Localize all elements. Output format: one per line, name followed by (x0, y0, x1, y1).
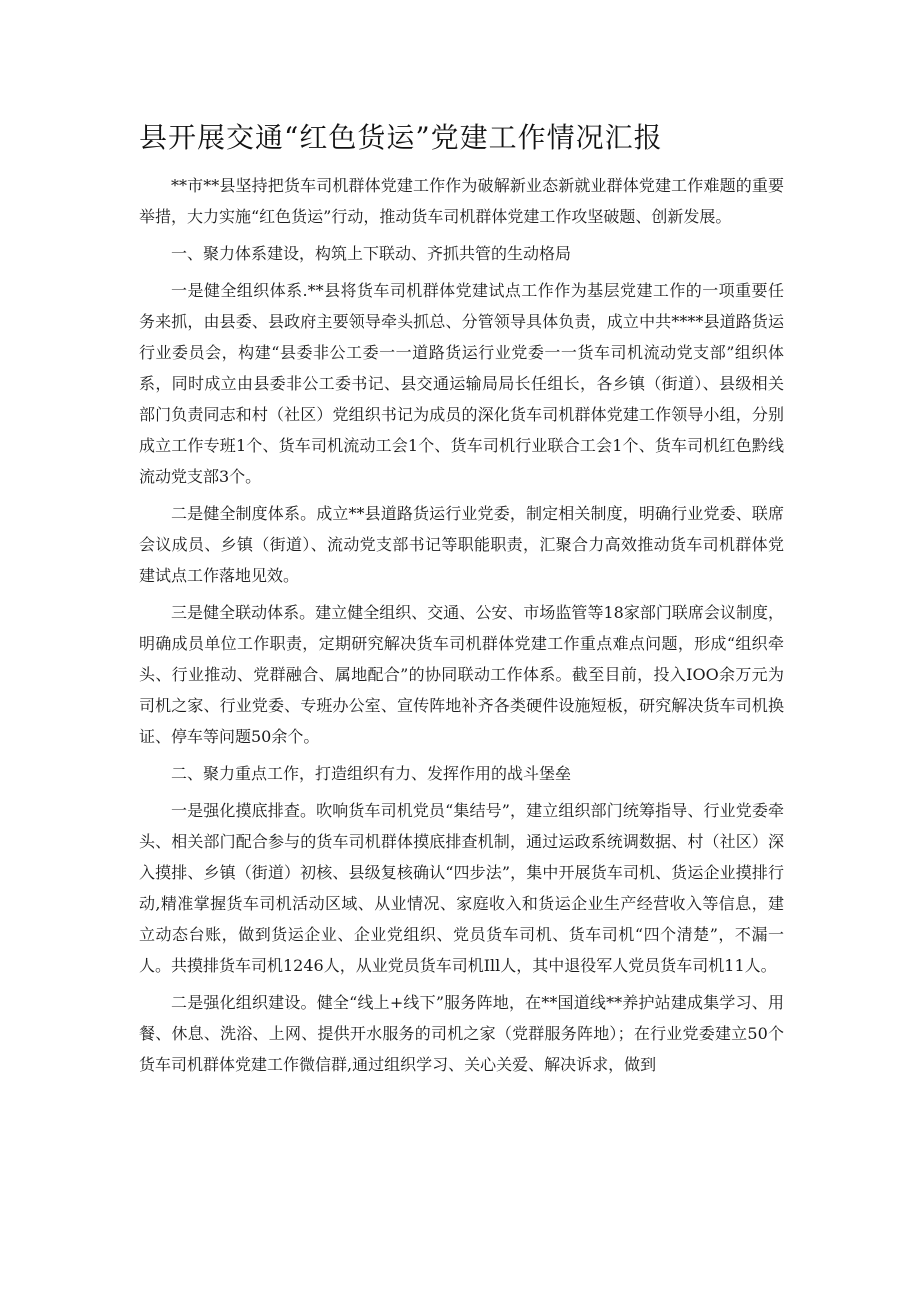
document-body (139, 170, 784, 1086)
section-heading-2: 二、聚力重点工作，打造组织有力、发挥作用的战斗堡垒 (171, 764, 572, 783)
paragraph-organization-system: 一是健全组织体系.**县将货车司机群体党建试点工作作为基层党建工作的一项重要任务来抓，由县委、县政府主要领导牵头抓总、分管领导具体负责，成立中共****县道路货运行业委员会，构建“县委非公工委一一道路货运行业党委一一货车司机流动党支部”组织体系，同时成立由县委非公工委书记、县交通运输局局长任组长，各乡镇（街道）、县级相关部门负责同志和村（社区）党组织书记为成员的深化货车司机群体党建工作领导小组，分别成立工作专班1个、货车司机流动工会1个、货车司机行业联合工会1个、货车司机红色黔线流动党支部3个。 (139, 281, 784, 486)
paragraph-survey: 一是强化摸底排查。吹响货车司机党员“集结号”，建立组织部门统筹指导、行业党委牵头、相关部门配合参与的货车司机群体摸底排查机制，通过运政系统调数据、村（社区）深入摸排、乡镇（街道）初核、县级复核确认“四步法”，集中开展货车司机、货运企业摸排行动,精准掌握货车司机活动区域、从业情况、家庭收入和货运企业生产经营收入等信息，建立动态台账，做到货运企业、企业党组织、党员货车司机、货车司机“四个清楚”，不漏一人。共摸排货车司机1246人，从业党员货车司机Ill人，其中退役军人党员货车司机11人。 (139, 801, 784, 975)
paragraph-linkage-system: 三是健全联动体系。建立健全组织、交通、公安、市场监管等18家部门联席会议制度，明确成员单位工作职责，定期研究解决货车司机群体党建工作重点难点问题，形成“组织牵头、行业推动、党群融合、属地配合”的协同联动工作体系。截至目前，投入IOO余万元为司机之家、行业党委、专班办公室、宣传阵地补齐各类硬件设施短板，研究解决货车司机换证、停车等问题50余个。 (139, 603, 784, 746)
intro-paragraph: **市**县坚持把货车司机群体党建工作作为破解新业态新就业群体党建工作难题的重要举措，大力实施“红色货运”行动，推动货车司机群体党建工作攻坚破题、创新发展。 (139, 176, 784, 226)
document-title: 县开展交通“红色货运”党建工作情况汇报 (139, 121, 663, 154)
section-heading-1: 一、聚力体系建设，构筑上下联动、齐抓共管的生动格局 (171, 244, 572, 263)
paragraph-organization-building: 二是强化组织建设。健全“线上+线下”服务阵地，在**国道线**养护站建成集学习、用餐、休息、洗浴、上网、提供开水服务的司机之家（党群服务阵地）；在行业党委建立50个货车司机群体党建工作微信群,通过组织学习、关心关爱、解决诉求，做到 (139, 993, 784, 1074)
paragraph-institution-system: 二是健全制度体系。成立**县道路货运行业党委，制定相关制度，明确行业党委、联席会议成员、乡镇（街道）、流动党支部书记等职能职责，汇聚合力高效推动货车司机群体党建试点工作落地见效。 (139, 504, 784, 585)
